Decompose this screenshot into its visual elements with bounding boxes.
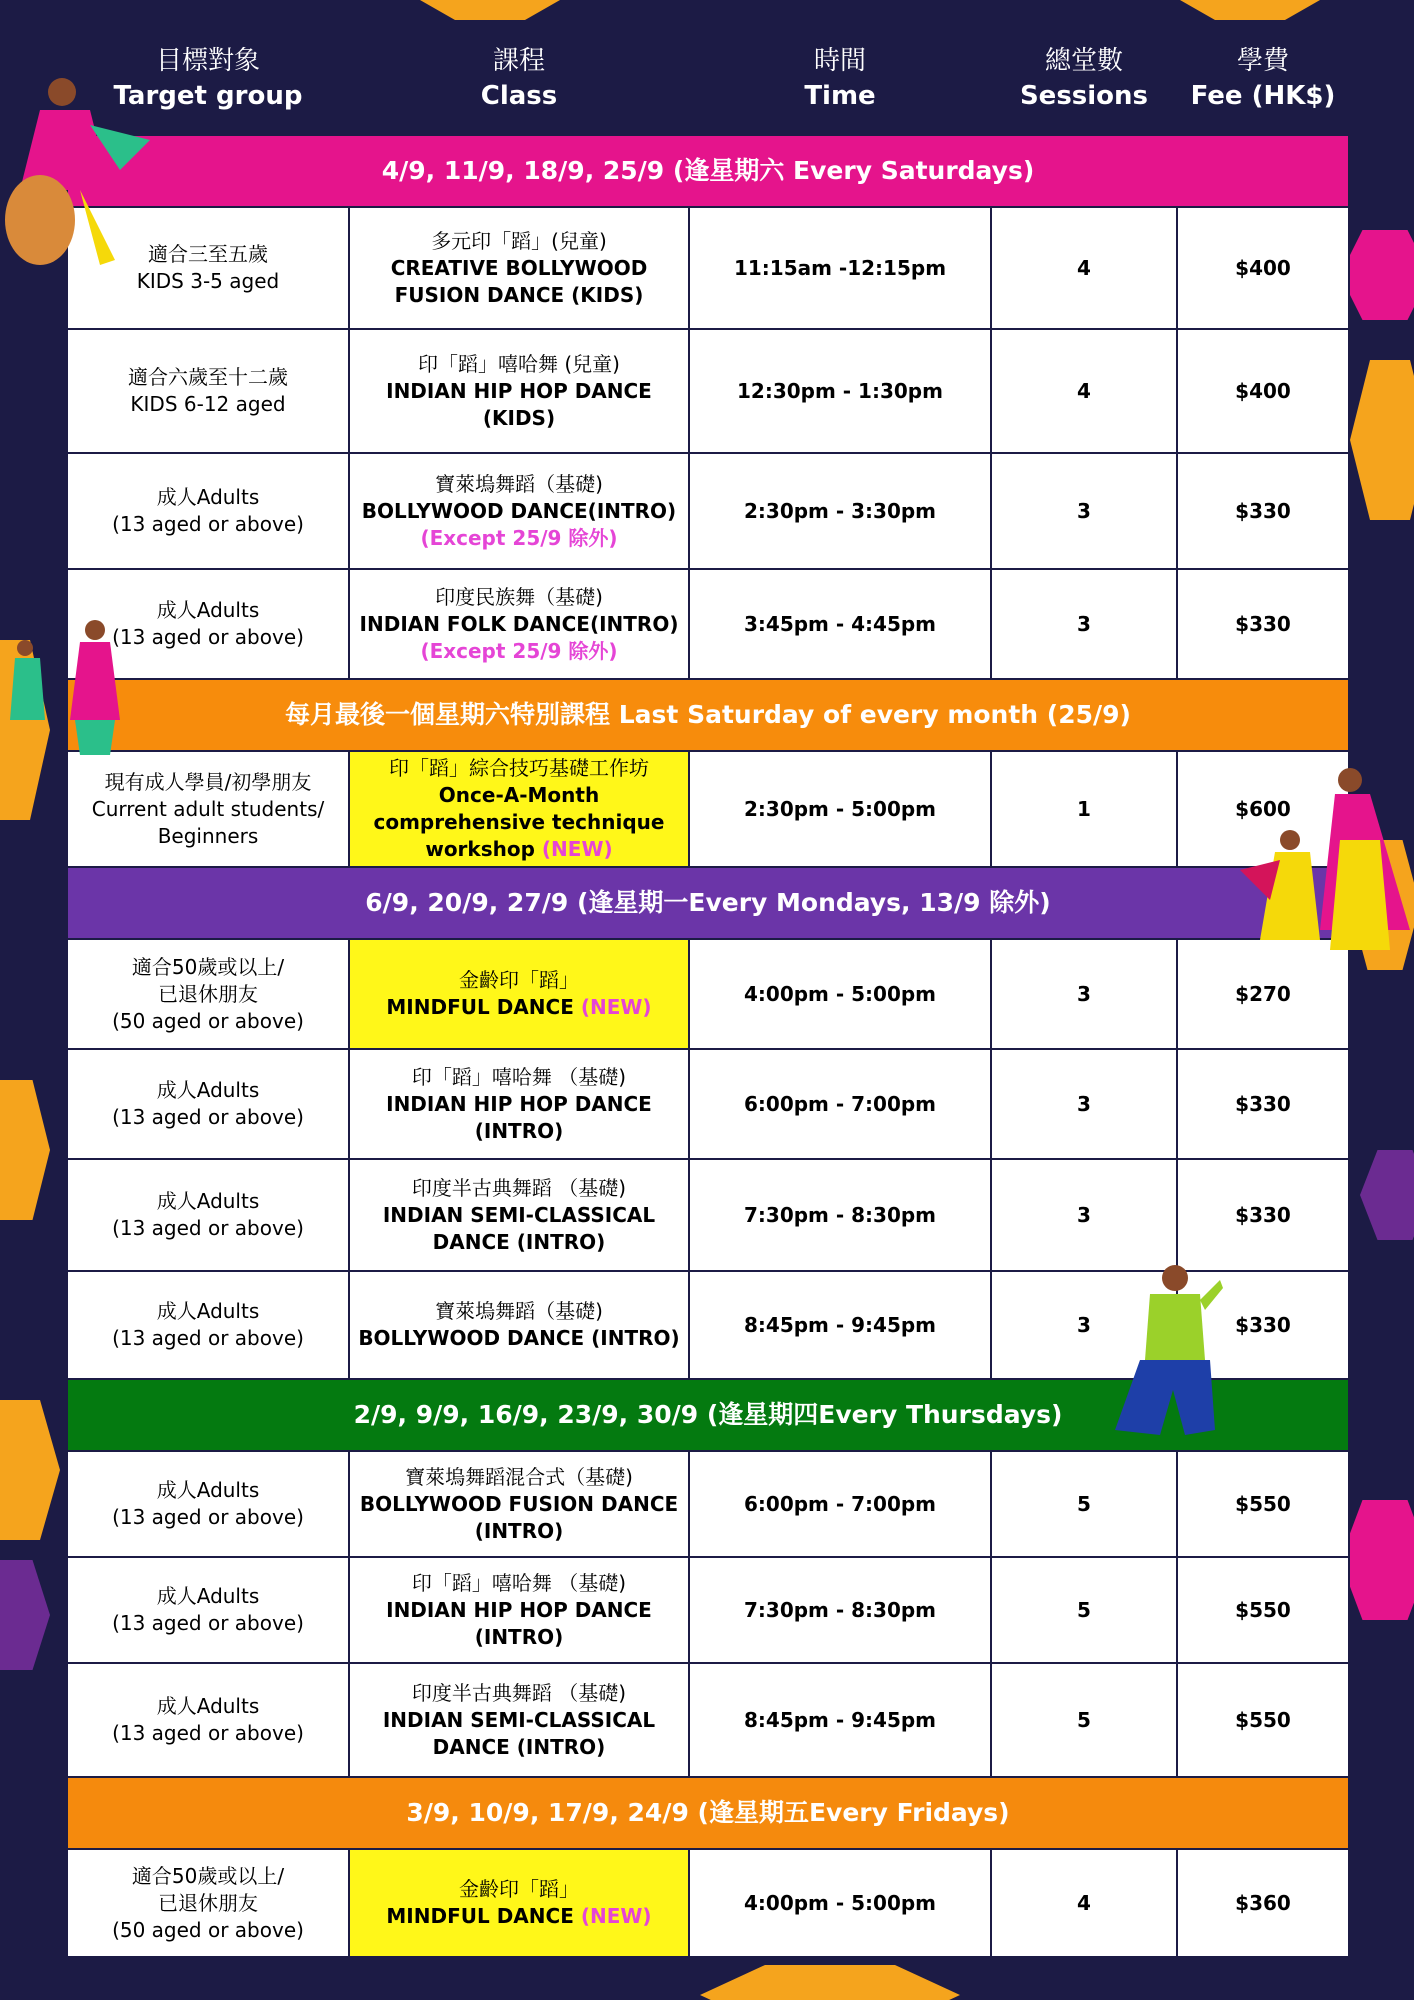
class-name-en: INDIAN HIP HOP DANCE (INTRO) xyxy=(386,1091,652,1143)
class-name-en: MINDFUL DANCE xyxy=(386,1904,574,1928)
section-band xyxy=(67,135,1349,207)
class-cell xyxy=(349,207,689,329)
target-line: KIDS 6-12 aged xyxy=(130,392,286,416)
target-line: (13 aged or above) xyxy=(112,1721,304,1745)
class-cell xyxy=(349,453,689,569)
sessions-cell: 4 xyxy=(991,1849,1177,1957)
time-cell: 7:30pm - 8:30pm xyxy=(689,1557,991,1663)
new-badge: (NEW) xyxy=(580,1904,652,1928)
new-badge: (NEW) xyxy=(580,995,652,1019)
sessions-cell: 5 xyxy=(991,1451,1177,1557)
target-group-cell xyxy=(67,939,349,1049)
table-row xyxy=(67,1159,1349,1271)
sessions-cell: 5 xyxy=(991,1557,1177,1663)
sessions-cell: 1 xyxy=(991,751,1177,867)
orange-hexagon-decoration xyxy=(420,0,560,20)
class-name-en: INDIAN HIP HOP DANCE (INTRO) xyxy=(386,1597,652,1649)
target-line: 適合50歲或以上/ xyxy=(131,954,285,979)
new-badge: (NEW) xyxy=(541,837,613,861)
section-title: 每月最後一個星期六特別課程 Last Saturday of every month (25/9) xyxy=(67,679,1349,751)
time-cell: 7:30pm - 8:30pm xyxy=(689,1159,991,1271)
target-line: 成人Adults xyxy=(156,485,260,509)
class-cell xyxy=(349,1663,689,1777)
fee-cell: $550 xyxy=(1177,1663,1349,1777)
time-cell: 2:30pm - 5:00pm xyxy=(689,751,991,867)
target-line: 成人Adults xyxy=(156,1299,260,1323)
time-cell: 6:00pm - 7:00pm xyxy=(689,1049,991,1159)
target-line: Beginners xyxy=(157,823,259,848)
class-name-zh: 印「蹈」嘻哈舞 （基礎) xyxy=(411,1570,627,1595)
target-line: Current adult students/ xyxy=(91,796,325,821)
table-row xyxy=(67,1849,1349,1957)
class-name-zh: 印「蹈」綜合技巧基礎工作坊 xyxy=(389,756,649,780)
target-line: 成人Adults xyxy=(156,1189,260,1213)
class-name-zh: 印度民族舞（基礎) xyxy=(435,584,603,609)
target-line: 現有成人學員/初學朋友 xyxy=(104,769,312,794)
target-line: (13 aged or above) xyxy=(112,625,304,649)
class-cell xyxy=(349,1271,689,1379)
target-group-cell xyxy=(67,751,349,867)
target-group-cell xyxy=(67,453,349,569)
target-line: 已退休朋友 xyxy=(158,981,258,1006)
class-cell xyxy=(349,1451,689,1557)
target-group-cell xyxy=(67,1049,349,1159)
class-name-en: CREATIVE BOLLYWOOD FUSION DANCE (KIDS) xyxy=(390,255,648,307)
sessions-cell: 3 xyxy=(991,453,1177,569)
target-line: KIDS 3-5 aged xyxy=(136,269,280,293)
pink-hexagon-decoration xyxy=(1340,1500,1414,1620)
section-title: 2/9, 9/9, 16/9, 23/9, 30/9 (逢星期四Every Thursdays) xyxy=(67,1379,1349,1451)
orange-hexagon-decoration xyxy=(0,1080,50,1220)
fee-cell: $400 xyxy=(1177,329,1349,453)
class-name-zh: 印「蹈」嘻哈舞 (兒童) xyxy=(418,351,620,376)
time-header: 時間 Time xyxy=(689,23,991,135)
class-cell xyxy=(349,1049,689,1159)
orange-hexagon-decoration xyxy=(1350,360,1414,520)
target-line: (13 aged or above) xyxy=(112,1505,304,1529)
class-name-en: BOLLYWOOD DANCE (INTRO) xyxy=(358,1326,680,1350)
fee-cell: $270 xyxy=(1177,939,1349,1049)
target-line: 已退休朋友 xyxy=(158,1890,258,1915)
target-group-cell xyxy=(67,1271,349,1379)
exception-note: (Except 25/9 除外) xyxy=(420,638,618,663)
time-cell: 12:30pm - 1:30pm xyxy=(689,329,991,453)
fee-cell: $550 xyxy=(1177,1557,1349,1663)
time-cell: 8:45pm - 9:45pm xyxy=(689,1663,991,1777)
table-row xyxy=(67,207,1349,329)
section-band xyxy=(67,679,1349,751)
target-group-cell xyxy=(67,1557,349,1663)
table-row xyxy=(67,1663,1349,1777)
table-row xyxy=(67,751,1349,867)
fee-cell: $330 xyxy=(1177,453,1349,569)
sessions-cell: 5 xyxy=(991,1663,1177,1777)
table-row xyxy=(67,569,1349,679)
table-row xyxy=(67,939,1349,1049)
time-cell: 4:00pm - 5:00pm xyxy=(689,1849,991,1957)
class-name-zh: 印度半古典舞蹈 （基礎) xyxy=(411,1175,627,1200)
fee-header: 學費 Fee (HK$) xyxy=(1177,23,1349,135)
fee-cell: $400 xyxy=(1177,207,1349,329)
time-cell: 4:00pm - 5:00pm xyxy=(689,939,991,1049)
class-name-en: INDIAN SEMI-CLASSICAL DANCE (INTRO) xyxy=(382,1202,656,1254)
section-title: 6/9, 20/9, 27/9 (逢星期一Every Mondays, 13/9 除外) xyxy=(67,867,1349,939)
class-cell xyxy=(349,1849,689,1957)
class-cell xyxy=(349,751,689,867)
fee-cell: $330 xyxy=(1177,1159,1349,1271)
time-cell: 3:45pm - 4:45pm xyxy=(689,569,991,679)
fee-cell: $550 xyxy=(1177,1451,1349,1557)
class-name-zh: 印「蹈」嘻哈舞 （基礎) xyxy=(411,1064,627,1089)
target-line: (13 aged or above) xyxy=(112,512,304,536)
target-line: (13 aged or above) xyxy=(112,1216,304,1240)
section-band xyxy=(67,867,1349,939)
sessions-cell: 3 xyxy=(991,939,1177,1049)
class-name-zh: 寶萊塢舞蹈（基礎) xyxy=(435,1299,603,1323)
purple-hexagon-decoration xyxy=(0,1560,50,1670)
target-line: 成人Adults xyxy=(156,598,260,622)
class-name-zh: 寶萊塢舞蹈（基礎) xyxy=(435,471,603,496)
class-cell xyxy=(349,569,689,679)
sessions-cell: 3 xyxy=(991,1049,1177,1159)
target-line: (13 aged or above) xyxy=(112,1105,304,1129)
class-name-zh: 金齡印「蹈」 xyxy=(459,968,579,992)
class-name-en: Once-A-Month comprehensive technique workshop xyxy=(373,783,665,861)
class-name-en: BOLLYWOOD FUSION DANCE (INTRO) xyxy=(359,1491,679,1543)
section-title: 4/9, 11/9, 18/9, 25/9 (逢星期六 Every Saturdays) xyxy=(67,135,1349,207)
table-row xyxy=(67,329,1349,453)
class-cell xyxy=(349,1557,689,1663)
male-dancer-illustration xyxy=(1095,1260,1225,1445)
orange-hexagon-decoration xyxy=(1180,0,1320,20)
target-line: 成人Adults xyxy=(156,1478,260,1502)
target-line: (50 aged or above) xyxy=(112,1917,304,1942)
dancer-pair-illustration-left xyxy=(0,610,130,760)
target-line: 適合50歲或以上/ xyxy=(131,1863,285,1888)
sessions-header: 總堂數 Sessions xyxy=(991,23,1177,135)
target-line: 成人Adults xyxy=(156,1584,260,1608)
class-cell xyxy=(349,939,689,1049)
table-row xyxy=(67,1049,1349,1159)
purple-hexagon-decoration xyxy=(1360,1150,1414,1240)
time-cell: 8:45pm - 9:45pm xyxy=(689,1271,991,1379)
class-name-zh: 印度半古典舞蹈 （基礎) xyxy=(411,1680,627,1705)
class-name-zh: 寶萊塢舞蹈混合式（基礎) xyxy=(405,1464,633,1489)
sessions-cell: 3 xyxy=(991,569,1177,679)
table-row xyxy=(67,1451,1349,1557)
class-name-en: INDIAN FOLK DANCE(INTRO) xyxy=(359,611,679,636)
target-line: (13 aged or above) xyxy=(112,1611,304,1635)
time-cell: 11:15am -12:15pm xyxy=(689,207,991,329)
target-group-cell xyxy=(67,329,349,453)
fee-cell: $330 xyxy=(1177,569,1349,679)
table-row xyxy=(67,453,1349,569)
target-group-cell xyxy=(67,1159,349,1271)
course-schedule-table xyxy=(66,22,1350,1958)
drummer-dancer-illustration xyxy=(0,70,160,280)
class-cell xyxy=(349,329,689,453)
target-line: 適合六歲至十二歲 xyxy=(128,365,288,389)
target-line: 成人Adults xyxy=(156,1694,260,1718)
fee-cell: $360 xyxy=(1177,1849,1349,1957)
fee-cell: $330 xyxy=(1177,1271,1349,1379)
section-title: 3/9, 10/9, 17/9, 24/9 (逢星期五Every Fridays) xyxy=(67,1777,1349,1849)
sessions-cell: 3 xyxy=(991,1271,1177,1379)
exception-note: (Except 25/9 除外) xyxy=(420,525,618,550)
class-name-en: INDIAN HIP HOP DANCE (KIDS) xyxy=(386,378,652,430)
sessions-cell: 4 xyxy=(991,207,1177,329)
class-name-en: BOLLYWOOD DANCE(INTRO) xyxy=(361,498,677,523)
fee-cell: $600 xyxy=(1177,751,1349,867)
class-header: 課程 Class xyxy=(349,23,689,135)
table-row xyxy=(67,1557,1349,1663)
header-row xyxy=(67,23,1349,135)
target-line: 適合三至五歲 xyxy=(148,242,268,266)
section-band xyxy=(67,1777,1349,1849)
pink-hexagon-decoration xyxy=(1340,230,1414,320)
sessions-cell: 3 xyxy=(991,1159,1177,1271)
orange-hexagon-decoration xyxy=(700,1965,960,2000)
orange-hexagon-decoration xyxy=(0,1400,60,1540)
target-group-cell xyxy=(67,1663,349,1777)
class-name-zh: 金齡印「蹈」 xyxy=(459,1877,579,1901)
class-name-zh: 多元印「蹈」(兒童) xyxy=(431,228,607,253)
time-cell: 2:30pm - 3:30pm xyxy=(689,453,991,569)
sessions-cell: 4 xyxy=(991,329,1177,453)
class-name-en: MINDFUL DANCE xyxy=(386,995,574,1019)
target-group-header: 目標對象 Target group xyxy=(67,23,349,135)
time-cell: 6:00pm - 7:00pm xyxy=(689,1451,991,1557)
class-name-en: INDIAN SEMI-CLASSICAL DANCE (INTRO) xyxy=(382,1707,656,1759)
target-line: (50 aged or above) xyxy=(112,1008,304,1033)
target-group-cell xyxy=(67,1451,349,1557)
dancer-trio-illustration-right xyxy=(1240,760,1414,970)
target-line: 成人Adults xyxy=(156,1078,260,1102)
target-line: (13 aged or above) xyxy=(112,1326,304,1350)
fee-cell: $330 xyxy=(1177,1049,1349,1159)
target-group-cell xyxy=(67,1849,349,1957)
class-cell xyxy=(349,1159,689,1271)
